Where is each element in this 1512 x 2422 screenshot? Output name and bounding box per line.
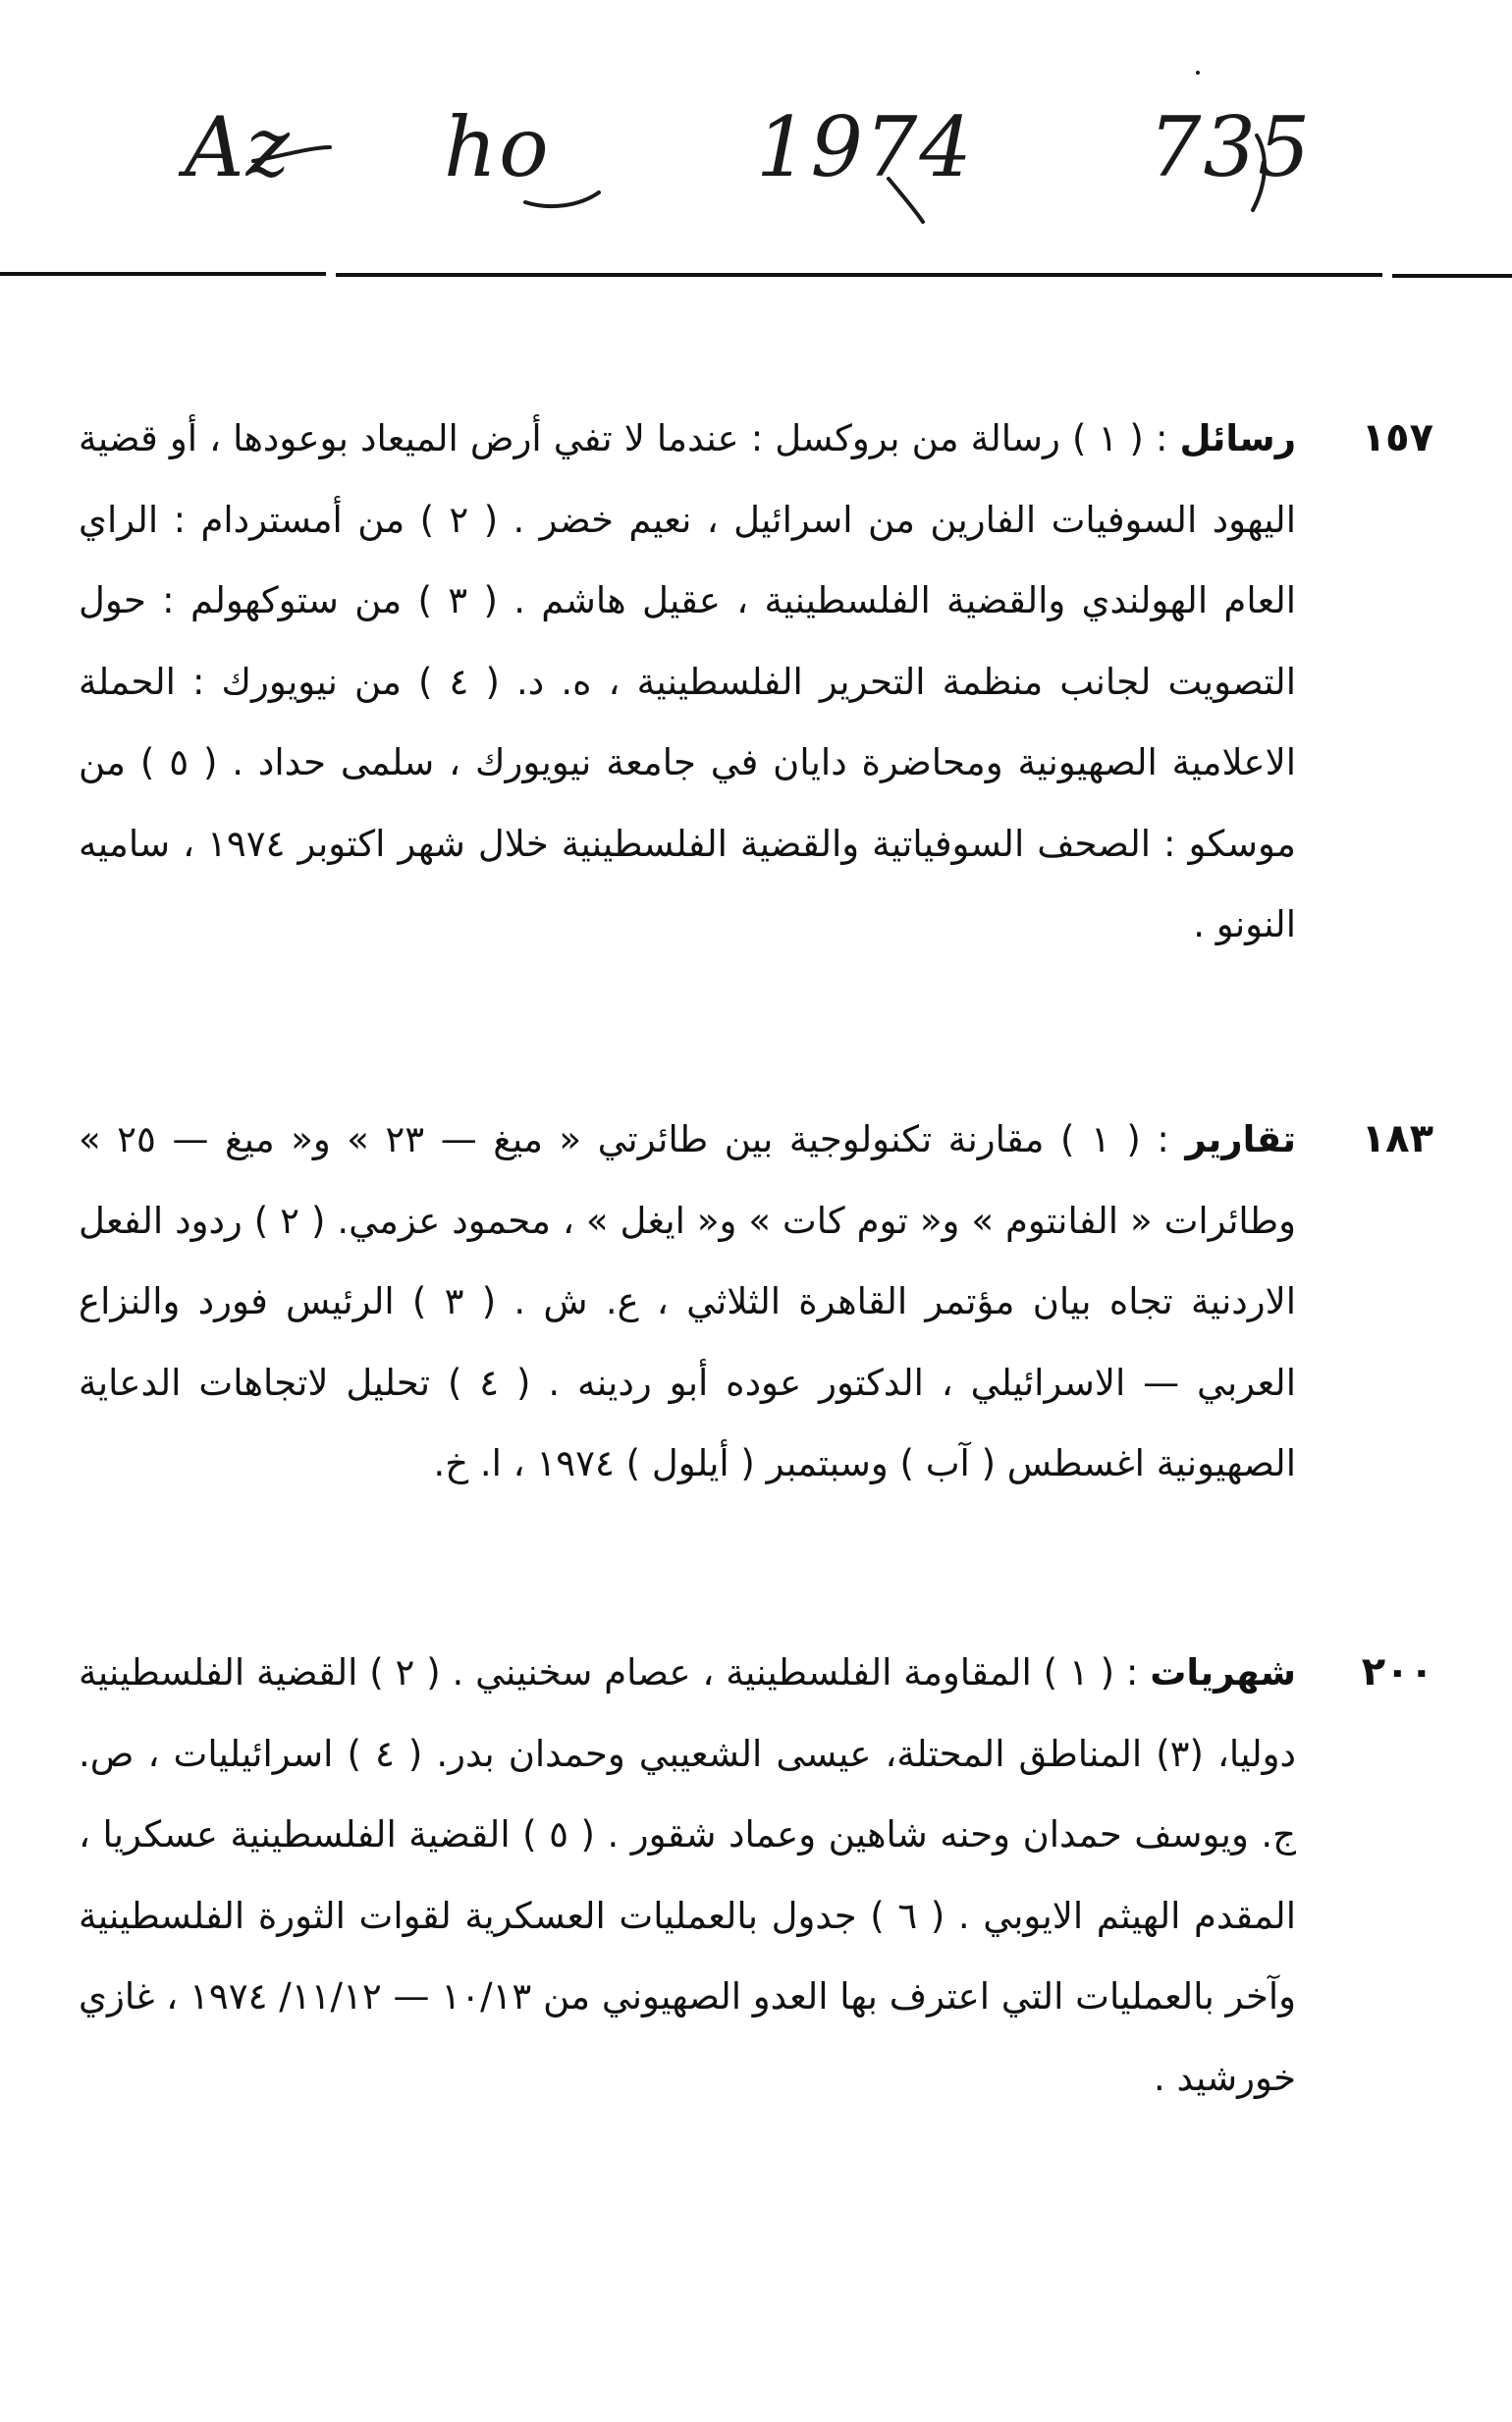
entry-text: : ( ١ ) المقاومة الفلسطينية ، عصام سخنيني . ( ٢ ) القضية الفلسطينية دوليا، (٣) المناطق المحتلة، عيسى الشعيبي وحمدان بدر. ( ٤ ) اسرائيليات ، ص. ج. ويوسف حمدان وحنه شاهين وعماد شقور . ( ٥ ) القضية الفلسطينية عسكريا ، المقدم الهيثم الايوبي . ( ٦ ) جدول بالعمليات العسكرية لقوات الثورة الفلسطينية وآخر بالعمليات التي اعترف بها العدو الصهيوني من ١٠/١٣ — ١١/١٢/ ١٩٧٤ ، غازي خورشيد .: [79, 1651, 1296, 2099]
entry-text: : ( ١ ) مقارنة تكنولوجية بين طائرتي « ميغ — ٢٣ » و« ميغ — ٢٥ » وطائرات « الفانتوم » و« توم كات » و« ايغل » ، محمود عزمي. ( ٢ ) ردود الفعل الاردنية تجاه بيان مؤتمر القاهرة الثلاثي ، ع. ش . ( ٣ ) الرئيس فورد والنزاع العربي — الاسرائيلي ، الدكتور عوده أبو ردينه . ( ٤ ) تحليل لاتجاهات الدعاية الصهيونية اغسطس ( آب ) وسبتمبر ( أيلول ) ١٩٧٤ ، ا. خ.: [79, 1118, 1296, 1484]
entry-taqarir: [79, 1100, 1433, 1505]
entry-page-number: ١٨٣: [1361, 1116, 1433, 1161]
header-divider: [0, 271, 1512, 281]
entry-page-number: ١٥٧: [1361, 415, 1433, 460]
entry-title: رسائل: [1179, 417, 1296, 459]
handwritten-code-az: Az: [185, 99, 292, 195]
handwritten-header: [0, 0, 1512, 255]
entry-shahriyat: [79, 1633, 1433, 2119]
handwritten-code-ho: ho: [444, 99, 551, 195]
entry-title: شهريات: [1150, 1651, 1296, 1694]
entry-body: [79, 1100, 1296, 1505]
entry-page-number: ٢٠٠: [1361, 1649, 1433, 1695]
handwritten-year: 1974: [756, 99, 974, 195]
entry-body: [79, 1633, 1296, 2119]
entry-title: تقارير: [1185, 1118, 1296, 1160]
handwritten-page-number: 735: [1149, 99, 1313, 195]
entry-rasail: [79, 399, 1433, 966]
entry-text: : ( ١ ) رسالة من بروكسل : عندما لا تفي أرض الميعاد بوعودها ، أو قضية اليهود السوفيات الفارين من اسرائيل ، نعيم خضر . ( ٢ ) من أمستردام : الراي العام الهولندي والقضية الفلسطينية ، عقيل هاشم . ( ٣ ) من ستوكهولم : حول التصويت لجانب منظمة التحرير الفلسطينية ، ه. د. ( ٤ ) من نيويورك : الحملة الاعلامية الصهيونية ومحاضرة دايان في جامعة نيويورك ، سلمى حداد . ( ٥ ) من موسكو : الصحف السوفياتية والقضية الفلسطينية خلال شهر اكتوبر ١٩٧٤ ، ساميه النونو .: [79, 417, 1296, 945]
entry-body: [79, 399, 1296, 966]
